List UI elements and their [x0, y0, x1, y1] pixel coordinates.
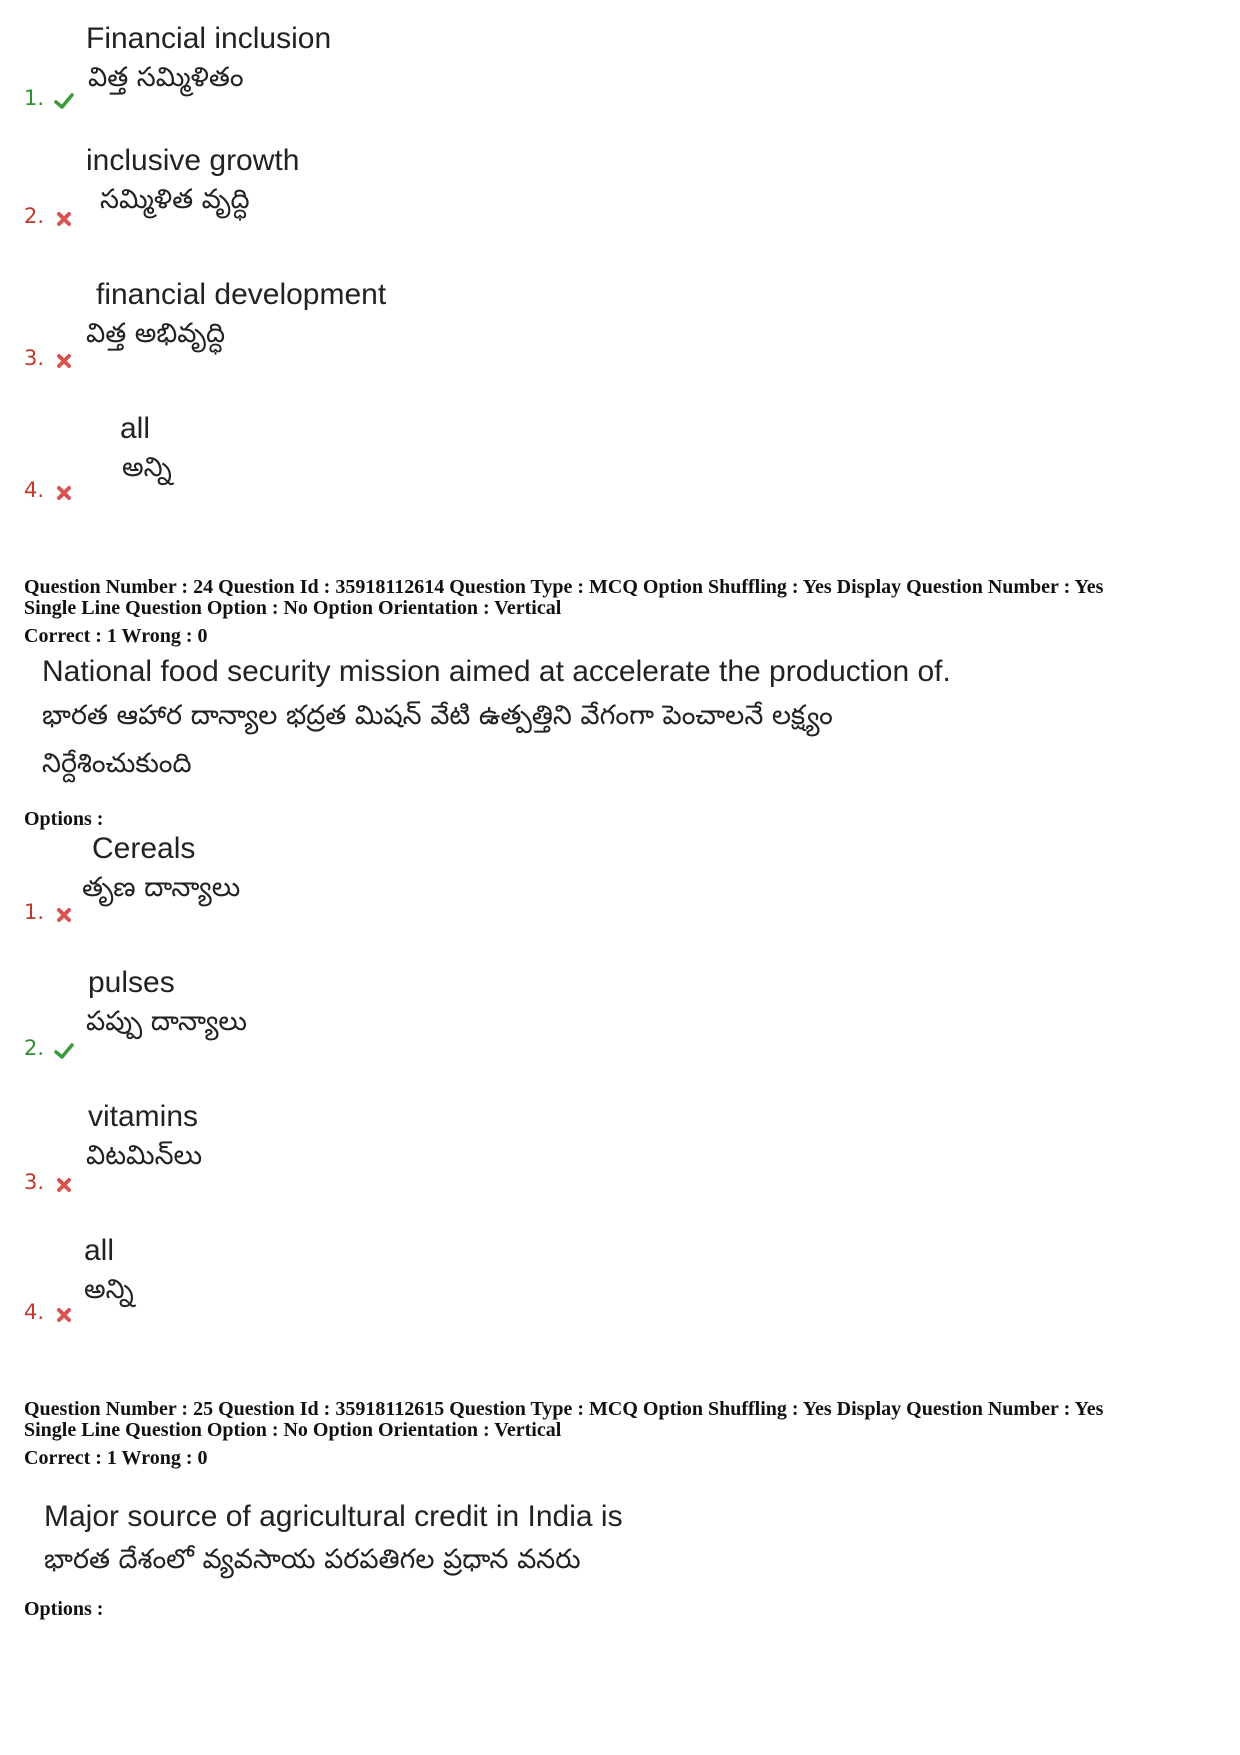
cross-icon — [53, 208, 75, 230]
question-score: Correct : 1 Wrong : 0 — [24, 1447, 208, 1469]
option-en-text: vitamins — [88, 1100, 199, 1133]
cross-icon — [53, 904, 75, 926]
question-meta-line2: Single Line Question Option : No Option Orientation : Vertical — [24, 597, 562, 619]
option-te-text: అన్ని — [84, 1274, 134, 1305]
option-en-text: inclusive growth — [86, 144, 300, 177]
question-text-en: Major source of agricultural credit in India is — [44, 1500, 623, 1533]
option-en-text: financial development — [96, 278, 387, 311]
option-te-text: తృణ దాన్యాలు — [82, 872, 241, 903]
cross-icon — [53, 350, 75, 372]
cross-icon — [53, 482, 75, 504]
options-label: Options : — [24, 808, 104, 830]
option-number: 3. — [24, 346, 45, 370]
check-icon — [53, 90, 75, 112]
option-number: 2. — [24, 1036, 45, 1060]
question-score: Correct : 1 Wrong : 0 — [24, 625, 208, 647]
question-text-en: National food security mission aimed at accelerate the production of. — [42, 655, 951, 688]
option-te-text: విత్త సమ్మిళితం — [88, 62, 244, 93]
option-en-text: Financial inclusion — [86, 22, 332, 55]
option-te-text: పప్పు దాన్యాలు — [86, 1006, 247, 1037]
option-number: 2. — [24, 204, 45, 228]
question-meta-line1: Question Number : 25 Question Id : 35918112615 Question Type : MCQ Option Shuffling : Yes Display Question Number : Yes — [24, 1398, 1104, 1420]
option-number: 1. — [24, 900, 45, 924]
cross-icon — [53, 1304, 75, 1326]
option-number: 1. — [24, 86, 45, 110]
question-text-te: భారత దేశంలో వ్యవసాయ పరపతిగల ప్రధాన వనరు — [44, 1544, 581, 1575]
option-number: 4. — [24, 478, 45, 502]
option-en-text: all — [120, 412, 151, 445]
option-te-text: అన్ని — [122, 452, 172, 483]
question-text-te: భారత ఆహార దాన్యాల భద్రత మిషన్ వేటి ఉత్పత్తిని వేగంగా పెంచాలనే లక్ష్యం — [42, 700, 833, 731]
question-meta-line2: Single Line Question Option : No Option Orientation : Vertical — [24, 1419, 562, 1441]
option-en-text: Cereals — [92, 832, 196, 865]
question-text-te-cont: నిర్దేశించుకుంది — [42, 748, 192, 779]
option-number: 3. — [24, 1170, 45, 1194]
check-icon — [53, 1040, 75, 1062]
option-en-text: pulses — [88, 966, 175, 999]
cross-icon — [53, 1174, 75, 1196]
question-meta-line1: Question Number : 24 Question Id : 35918112614 Question Type : MCQ Option Shuffling : Yes Display Question Number : Yes — [24, 576, 1104, 598]
option-te-text: విటమిన్‌లు — [86, 1140, 203, 1171]
option-en-text: all — [84, 1234, 115, 1267]
option-number: 4. — [24, 1300, 45, 1324]
option-te-text: విత్త అభివృద్ధి — [86, 318, 226, 349]
option-te-text: సమ్మిళిత వృద్ధి — [100, 184, 250, 215]
options-label: Options : — [24, 1598, 104, 1620]
